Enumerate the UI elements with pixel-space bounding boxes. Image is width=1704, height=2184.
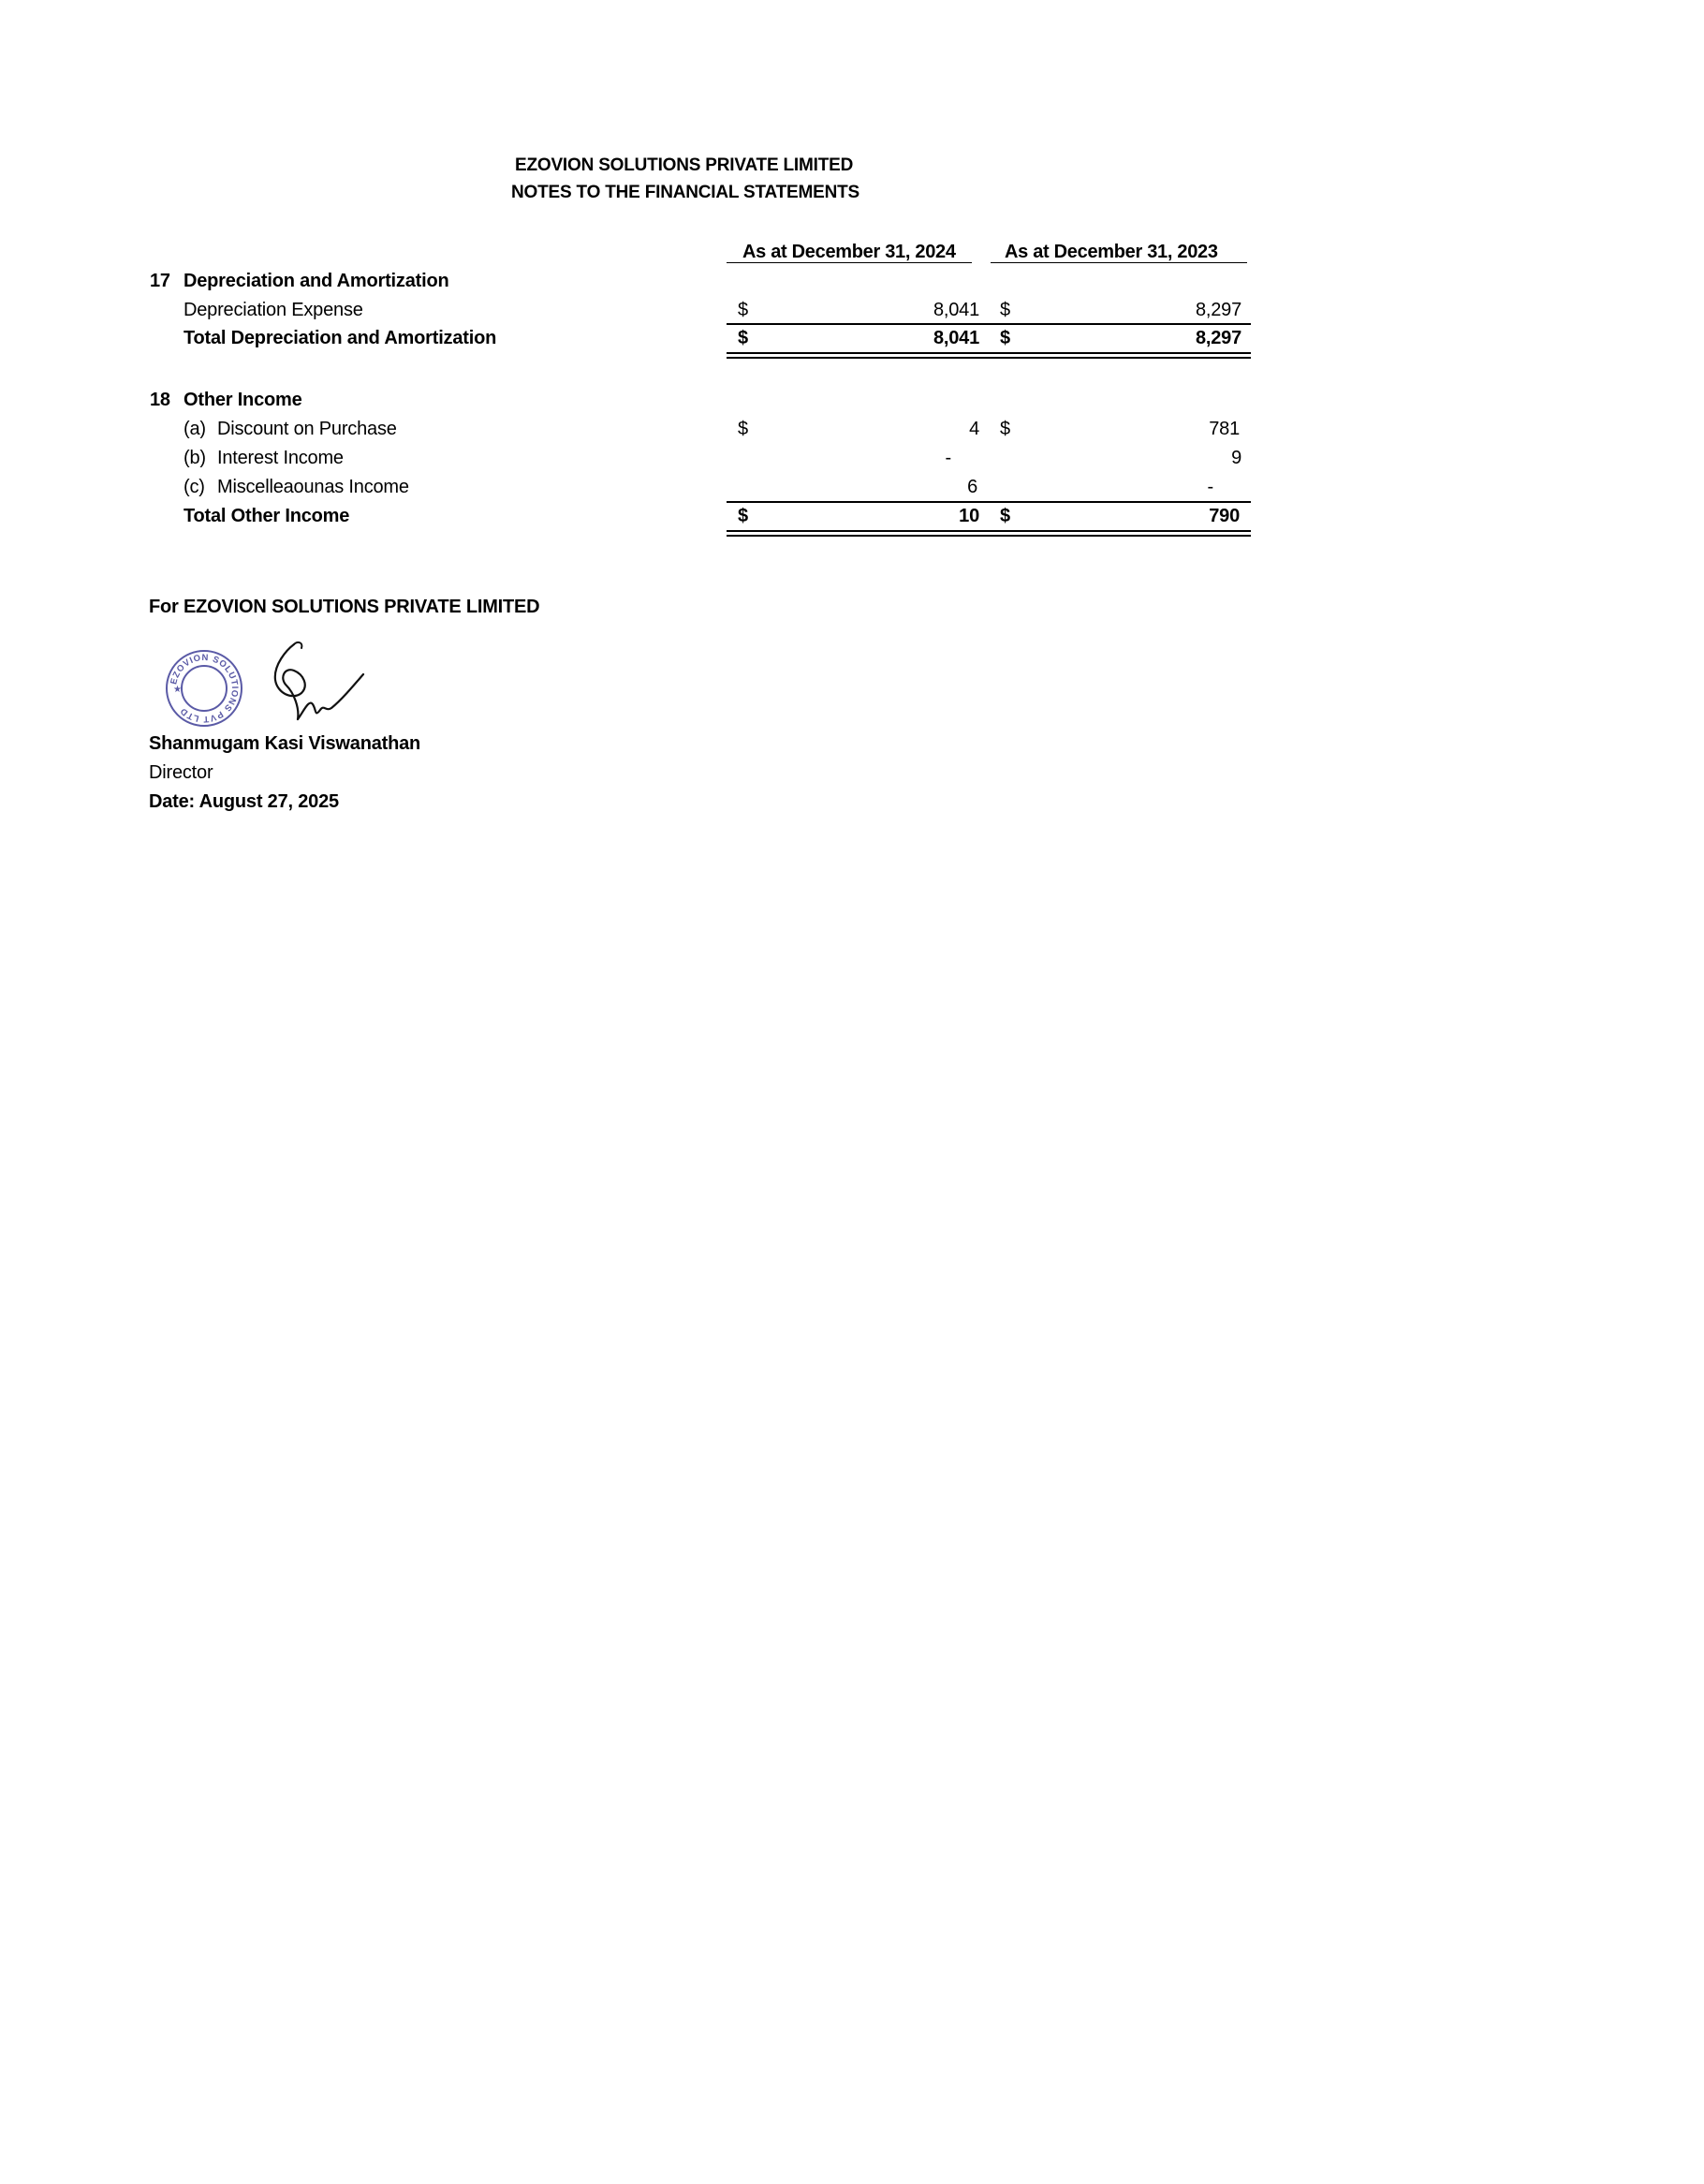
note-17-total-label: Total Depreciation and Amortization xyxy=(184,328,497,348)
miscellaneous-income-label: Miscelleaounas Income xyxy=(217,477,409,497)
note-17-title: Depreciation and Amortization xyxy=(184,271,449,291)
other-income-row-c-prefix: (c) xyxy=(184,477,205,497)
discount-on-purchase-currency-2024: $ xyxy=(738,419,749,439)
discount-on-purchase-currency-2023: $ xyxy=(1000,419,1011,439)
interest-income-2023: 9 xyxy=(1231,448,1241,468)
discount-on-purchase-2024: 4 xyxy=(969,419,979,439)
interest-income-label: Interest Income xyxy=(217,448,344,468)
other-income-row-a-prefix: (a) xyxy=(184,419,206,439)
note-17-double-underline xyxy=(727,352,1251,359)
note-18-double-underline xyxy=(727,530,1251,537)
column-header-2023: As at December 31, 2023 xyxy=(1005,242,1218,262)
discount-on-purchase-label: Discount on Purchase xyxy=(217,419,397,439)
svg-text:★: ★ xyxy=(173,685,182,695)
document-subtitle: NOTES TO THE FINANCIAL STATEMENTS xyxy=(511,183,859,202)
interest-income-2024: - xyxy=(945,448,951,468)
note-17-subtotal-rule xyxy=(727,323,1251,325)
note-18-subtotal-rule xyxy=(727,501,1251,503)
miscellaneous-income-2024: 6 xyxy=(967,477,977,497)
company-name: EZOVION SOLUTIONS PRIVATE LIMITED xyxy=(515,155,854,175)
note-18-total-2023: 790 xyxy=(1209,506,1240,526)
column-header-2024-underline xyxy=(727,262,972,263)
note-18-title: Other Income xyxy=(184,390,302,410)
note-18-total-currency-2023: $ xyxy=(1000,506,1011,526)
note-17-total-currency-2024: $ xyxy=(738,328,749,348)
signatory-name: Shanmugam Kasi Viswanathan xyxy=(149,733,421,754)
miscellaneous-income-2023: - xyxy=(1207,477,1213,497)
note-17-number: 17 xyxy=(150,271,170,291)
depreciation-expense-label: Depreciation Expense xyxy=(184,300,363,320)
note-18-total-label: Total Other Income xyxy=(184,506,350,526)
discount-on-purchase-2023: 781 xyxy=(1209,419,1240,439)
note-18-total-currency-2024: $ xyxy=(738,506,749,526)
for-company-line: For EZOVION SOLUTIONS PRIVATE LIMITED xyxy=(149,597,540,617)
svg-text:EZOVION SOLUTIONS PVT LTD: EZOVION SOLUTIONS PVT LTD xyxy=(169,652,241,725)
other-income-row-b-prefix: (b) xyxy=(184,448,206,468)
note-17-total-2023: 8,297 xyxy=(1195,328,1241,348)
director-signature-icon xyxy=(266,637,371,730)
signatory-role: Director xyxy=(149,762,213,783)
note-18-total-2024: 10 xyxy=(959,506,979,526)
signature-date: Date: August 27, 2025 xyxy=(149,791,339,812)
note-18-number: 18 xyxy=(150,390,170,410)
note-17-total-2024: 8,041 xyxy=(933,328,979,348)
note-17-total-currency-2023: $ xyxy=(1000,328,1011,348)
depreciation-expense-currency-2023: $ xyxy=(1000,300,1011,320)
depreciation-expense-currency-2024: $ xyxy=(738,300,749,320)
column-header-2024: As at December 31, 2024 xyxy=(742,242,956,262)
depreciation-expense-2024: 8,041 xyxy=(933,300,979,320)
column-header-2023-underline xyxy=(991,262,1247,263)
company-seal-icon xyxy=(165,649,243,728)
depreciation-expense-2023: 8,297 xyxy=(1195,300,1241,320)
